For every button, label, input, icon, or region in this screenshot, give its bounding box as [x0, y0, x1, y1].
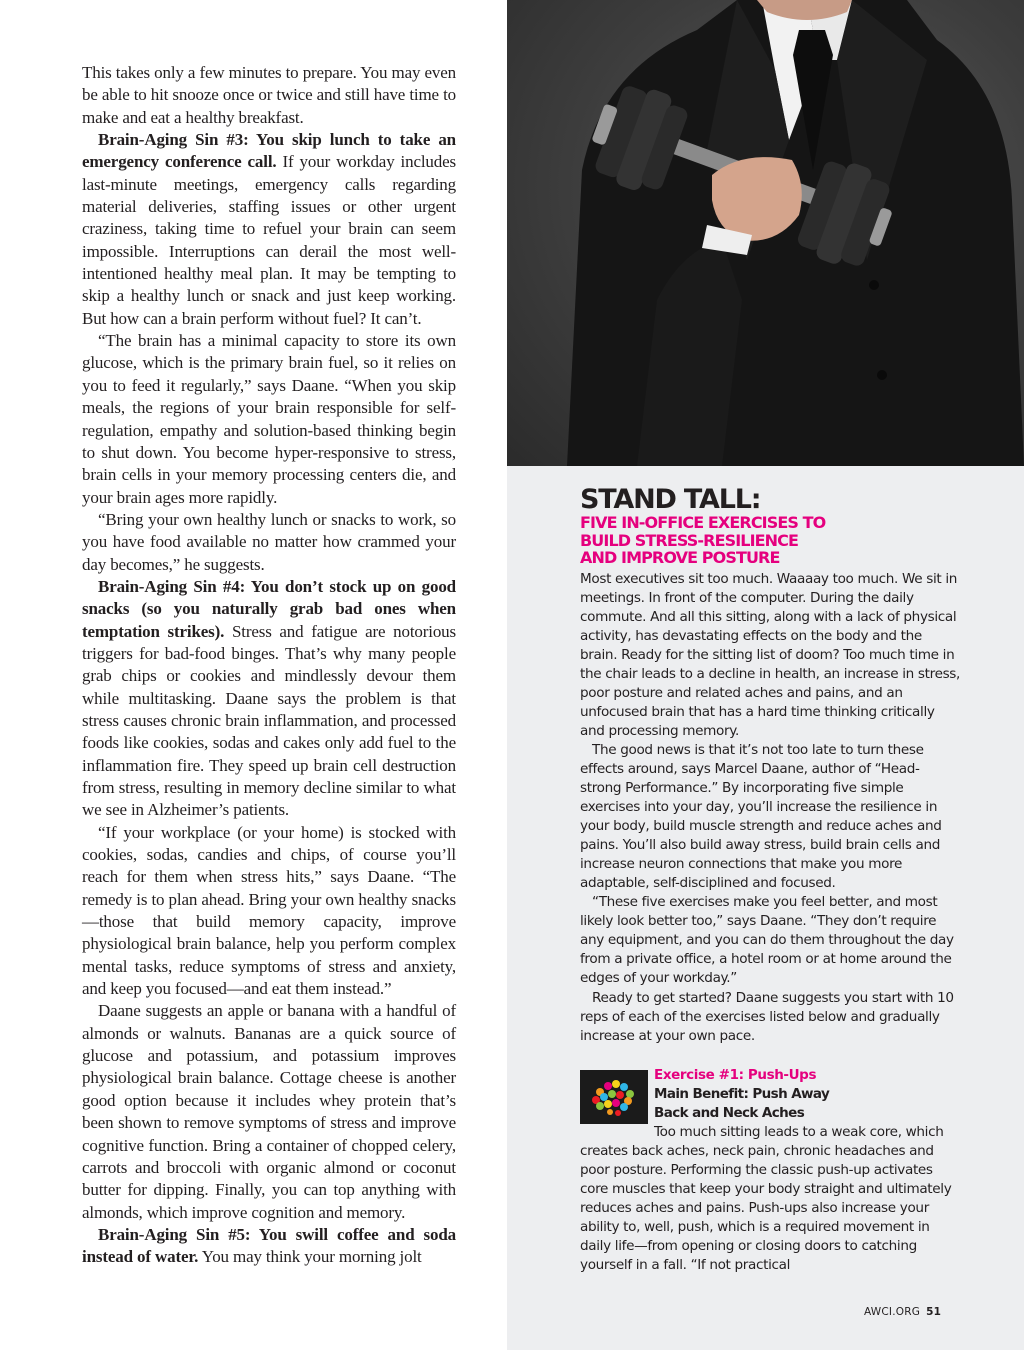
- sin-5-heading: Brain-Aging Sin #5: You swill coffee and soda instead of water.: [82, 1224, 456, 1267]
- exercise-body-text: creates back aches, neck pain, chronic headaches and poor posture. Performing the classic push-up activates core muscles that keep your body straight and ultimately reduces aches and pains. Push-ups also increase your ability to, well, push, which is a required movement in daily life—from opening or closing doors to catching yourself in a fall. “If not practical: [580, 1143, 952, 1274]
- sidebar-body: [580, 570, 960, 1046]
- paragraph: “The brain has a minimal capacity to store its own glucose, which is the primary brain fuel, so it relies on you to feed it regularly,” says Daane. “When you skip meals, the regions of your brain responsible for self-regulation, empathy and solution-based thinking begin to shut down. You become hyper-responsive to stress, brain cells in your memory processing centers die, and your brain ages more rapidly.: [82, 331, 456, 507]
- sidebar-title: STAND TALL:: [580, 484, 761, 515]
- paragraph: Daane suggests an apple or banana with a handful of almonds or walnuts. Bananas are a quick source of glucose and potassium, and potassium improves physiological brain balance. Cottage cheese is another good option because it includes whey protein that’s been shown to remove symptoms of stress and improve cognitive function. Bring a container of chopped celery, carrots and broccoli with organic almond or coconut butter for dipping. Finally, you can top anything with almonds, which improve cognition and memory.: [82, 1001, 456, 1222]
- paragraph: The good news is that it’s not too late to turn these effects around, says Marcel Daane, author of “Head-strong Performance.” By incorporating five simple exercises into your day, you’ll increase the resilience in your body, build muscle strength and reduce aches and pains. You’ll also build away stress, build brain cells and increase neuron connections that make you more adaptable, self-disciplined and focused.: [580, 741, 942, 892]
- site-url: AWCI.ORG: [864, 1306, 921, 1318]
- paragraph-body: You may think your morning jolt: [198, 1247, 422, 1267]
- exercise-benefit-line: Main Benefit: Push Away: [654, 1086, 830, 1102]
- sidebar-subtitle: [580, 514, 960, 567]
- stand-tall-sidebar: [580, 486, 960, 1046]
- paragraph: This takes only a few minutes to prepare. You may even be able to hit snooze once or twice and still have time to make and eat a healthy breakfast.: [82, 63, 456, 127]
- paragraph: [82, 129, 456, 330]
- subtitle-line: AND IMPROVE POSTURE: [580, 548, 780, 567]
- paragraph: [82, 576, 456, 822]
- subtitle-line: BUILD STRESS-RESILIENCE: [580, 530, 799, 550]
- sidebar-panel: [507, 0, 1024, 1350]
- dumbbell-photo-illustration: [507, 0, 1024, 466]
- paragraph-body: If your workday includes last-minute meetings, emergency calls regarding material deliveries, staffing issues or other urgent craziness, taking time to refuel your brain can seem impossible. Interruptions can derail the most well-intentioned healthy meal plan. It may be tempting to skip a healthy lunch or snack and just keep working. But how can a brain perform without fuel? It can’t.: [82, 152, 456, 328]
- exercise-heading: [654, 1066, 960, 1123]
- page-footer: [864, 1306, 941, 1318]
- paragraph: “If your workplace (or your home) is stocked with cookies, sodas, candies and chips, of course you’ll reach for them when stress hits,” says Daane. “The remedy is to plan ahead. Bring your own healthy snacks—those that build memory capacity, improve physiological brain balance, help you perform complex mental tasks, reduce symptoms of stress and anxiety, and keep you focused—and eat them instead.”: [82, 822, 456, 999]
- paragraph: [82, 1224, 456, 1269]
- businessman-dumbbell-photo: [507, 0, 1024, 466]
- paragraph: Ready to get started? Daane suggests you start with 10 reps of each of the exercises listed below and gradually increase at your own pace.: [580, 989, 954, 1044]
- brain-icon: [580, 1070, 648, 1124]
- exercise-benefit-line: Back and Neck Aches: [654, 1105, 805, 1121]
- page-number: 51: [926, 1306, 942, 1318]
- article-left-column: [82, 62, 456, 1269]
- paragraph: “These five exercises make you feel better, and most likely look better too,” says Daane. “They don’t require any equipment, and you can do them throughout the day from a private office, a hotel room or at home around the edges of your workday.”: [580, 894, 954, 987]
- exercise-body: [580, 1123, 960, 1275]
- subtitle-line: FIVE IN-OFFICE EXERCISES TO: [580, 513, 826, 532]
- exercise-body-first-line: Too much sitting leads to a weak core, which: [654, 1124, 944, 1140]
- sin-3-heading: Brain-Aging Sin #3: You skip lunch to take an emergency conference call.: [82, 130, 456, 172]
- paragraph: “Bring your own healthy lunch or snacks to work, so you have food available no matter how crammed your day becomes,” he suggests.: [82, 509, 456, 574]
- exercise-1-section: [580, 1066, 960, 1275]
- paragraph: Most executives sit too much. Waaaay too much. We sit in meetings. In front of the computer. During the daily commute. And all this sitting, along with a lack of physical activity, has devastating effects on the body and the brain. Ready for the sitting list of doom? Too much time in the chair leads to a decline in health, an increase in stress, poor posture and related aches and pains, and an unfocused brain that has a hard time thinking critically and processing memory.: [580, 570, 961, 739]
- sin-4-heading: Brain-Aging Sin #4: You don’t stock up on good snacks (so you naturally grab bad ones when temptation strikes).: [82, 576, 456, 641]
- paragraph-body: Stress and fatigue are notorious triggers for bad-food binges. That’s why many people grab chips or cookies and mindlessly devour them while multitasking. Daane says the problem is that stress causes chronic brain inflammation, and processed foods like cookies, sodas and cakes only add fuel to the inflammation fire. They speed up brain cell destruction from stress, resulting in memory decline similar to what we see in Alzheimer’s patients.: [82, 621, 456, 820]
- exercise-title: Exercise #1: Push-Ups: [654, 1067, 817, 1083]
